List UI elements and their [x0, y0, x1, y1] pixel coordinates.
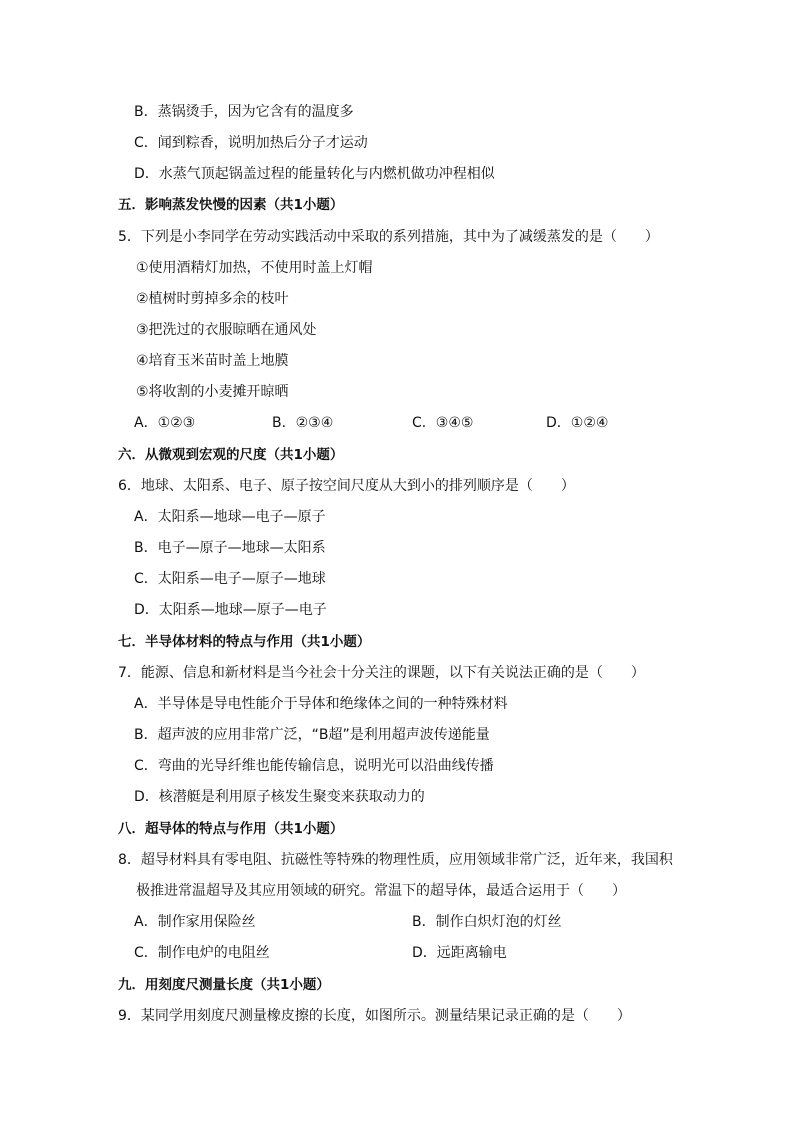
q5-item-2: ②植树时剪掉多余的枝叶 — [136, 291, 289, 307]
q6-option-c: C．太阳系—电子—原子—地球 — [134, 571, 326, 587]
q5-option-a: A．①②③ — [134, 415, 196, 431]
section-6-title: 六．从微观到宏观的尺度（共1小题） — [118, 447, 344, 463]
q8-stem-line-2: 极推进常温超导及其应用领域的研究。常温下的超导体，最适合运用于（ ） — [136, 883, 626, 899]
q4-option-b: B．蒸锅烫手，因为它含有的温度多 — [134, 104, 354, 120]
q6-option-d: D．太阳系—地球—原子—电子 — [134, 602, 327, 618]
q5-item-3: ③把洗过的衣服晾晒在通风处 — [136, 322, 317, 338]
q5-option-d: D．①②④ — [546, 415, 609, 431]
q5-option-c: C．③④⑤ — [412, 415, 474, 431]
q7-stem: 7．能源、信息和新材料是当今社会十分关注的课题，以下有关说法正确的是（ ） — [118, 665, 645, 681]
q8-stem-line-1: 8．超导材料具有零电阻、抗磁性等特殊的物理性质，应用领域非常广泛，近年来，我国积 — [118, 852, 673, 868]
q6-option-a: A．太阳系—地球—电子—原子 — [134, 509, 326, 525]
q7-option-d: D．核潜艇是利用原子核发生聚变来获取动力的 — [134, 789, 425, 805]
section-7-title: 七．半导体材料的特点与作用（共1小题） — [118, 634, 371, 650]
section-8-title: 八．超导体的特点与作用（共1小题） — [118, 821, 344, 837]
q4-option-d: D．水蒸气顶起锅盖过程的能量转化与内燃机做功冲程相似 — [134, 166, 495, 182]
q7-option-a: A．半导体是导电性能介于导体和绝缘体之间的一种特殊材料 — [134, 696, 508, 712]
q8-option-d: D．远距离输电 — [412, 945, 507, 961]
section-9-title: 九．用刻度尺测量长度（共1小题） — [118, 977, 330, 993]
section-5-title: 五．影响蒸发快慢的因素（共1小题） — [118, 197, 344, 213]
q8-option-a: A．制作家用保险丝 — [134, 914, 256, 930]
q7-option-c: C．弯曲的光导纤维也能传输信息，说明光可以沿曲线传播 — [134, 758, 494, 774]
q5-item-4: ④培育玉米苗时盖上地膜 — [136, 353, 289, 369]
q7-option-b: B．超声波的应用非常广泛，“B超”是利用超声波传递能量 — [134, 727, 490, 743]
q9-stem: 9．某同学用刻度尺测量橡皮擦的长度，如图所示。测量结果记录正确的是（ ） — [118, 1008, 631, 1024]
q8-option-b: B．制作白炽灯泡的灯丝 — [412, 914, 562, 930]
q6-option-b: B．电子—原子—地球—太阳系 — [134, 540, 326, 556]
q4-option-c: C．闻到粽香，说明加热后分子才运动 — [134, 135, 368, 151]
q5-option-b: B．②③④ — [272, 415, 334, 431]
q5-item-5: ⑤将收割的小麦摊开晾晒 — [136, 384, 289, 400]
q5-item-1: ①使用酒精灯加热，不使用时盖上灯帽 — [136, 260, 373, 276]
q6-stem: 6．地球、太阳系、电子、原子按空间尺度从大到小的排列顺序是（ ） — [118, 478, 575, 494]
q8-option-c: C．制作电炉的电阻丝 — [134, 945, 270, 961]
q5-stem: 5．下列是小李同学在劳动实践活动中采取的系列措施，其中为了减缓蒸发的是（ ） — [118, 229, 659, 245]
